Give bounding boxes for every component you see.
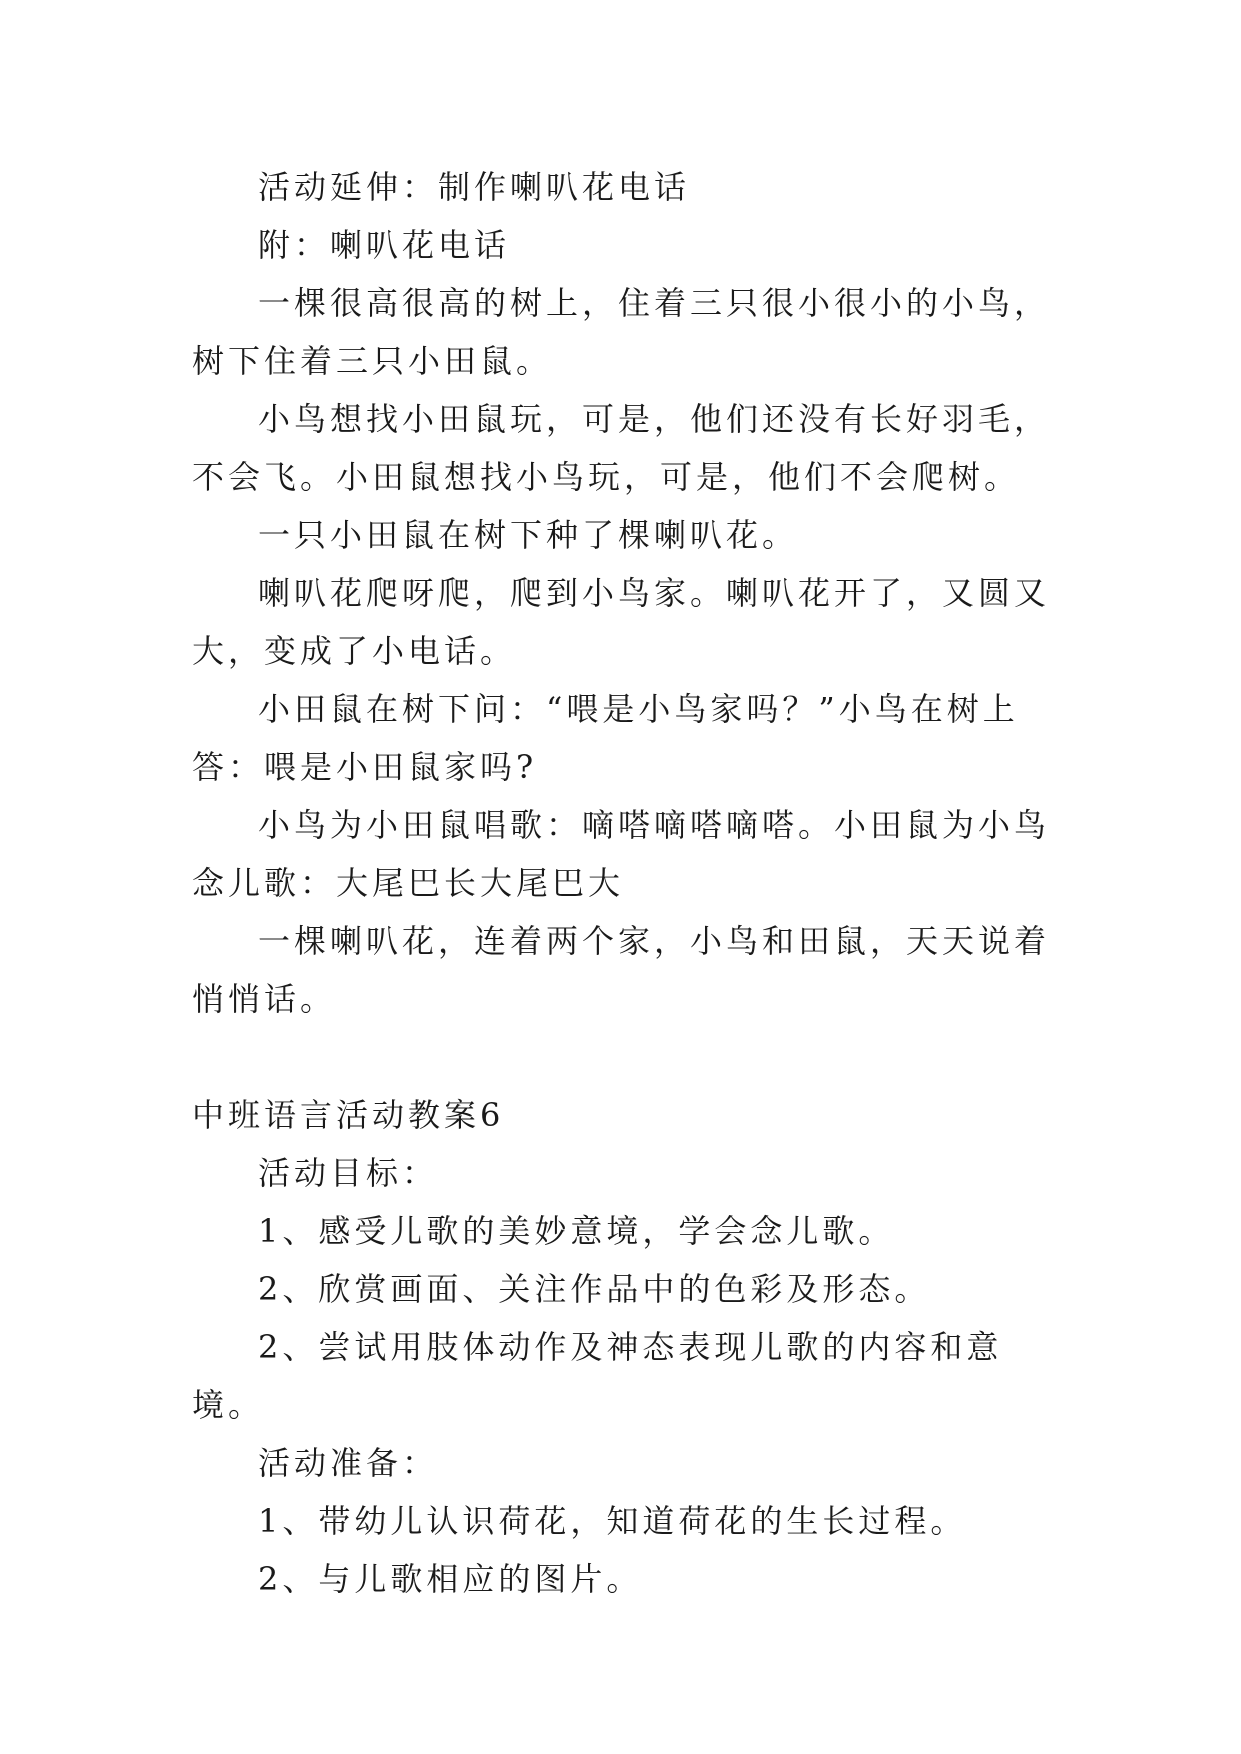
- paragraph-goal-2: 2、欣赏画面、关注作品中的色彩及形态。: [258, 1270, 931, 1308]
- paragraph-goal-1: 1、感受儿歌的美妙意境，学会念儿歌。: [258, 1212, 895, 1250]
- paragraph-story-4: 喇叭花爬呀爬，爬到小鸟家。喇叭花开了，又圆又大，变成了小电话。: [192, 574, 1051, 670]
- paragraph-goal-3: 2、尝试用肢体动作及神态表现儿歌的内容和意境。: [192, 1328, 1003, 1424]
- paragraph-goals-heading: 活动目标：: [258, 1154, 439, 1192]
- paragraph-story-6: 小鸟为小田鼠唱歌：嘀嗒嘀嗒嘀嗒。小田鼠为小鸟念儿歌：大尾巴长大尾巴大: [192, 806, 1051, 902]
- paragraph-story-7: 一棵喇叭花，连着两个家，小鸟和田鼠，天天说着悄悄话。: [192, 922, 1051, 1018]
- paragraph-story-5: 小田鼠在树下问：“喂是小鸟家吗？”小鸟在树上答：喂是小田鼠家吗?: [192, 690, 1019, 786]
- paragraph-story-2: 小鸟想找小田鼠玩，可是，他们还没有长好羽毛，不会飞。小田鼠想找小鸟玩，可是，他们不会爬树。: [192, 400, 1051, 496]
- paragraph-prep-heading: 活动准备：: [258, 1444, 439, 1482]
- paragraph-prep-1: 1、带幼儿认识荷花，知道荷花的生长过程。: [258, 1502, 967, 1540]
- section-title: 中班语言活动教案6: [192, 1096, 505, 1134]
- paragraph-prep-2: 2、与儿歌相应的图片。: [258, 1560, 643, 1598]
- document-body: [192, 158, 1072, 1608]
- paragraph-story-3: 一只小田鼠在树下种了棵喇叭花。: [258, 516, 799, 554]
- paragraph-appendix-title: 附：喇叭花电话: [258, 226, 511, 264]
- paragraph-activity-extension: 活动延伸：制作喇叭花电话: [258, 168, 691, 206]
- paragraph-story-1: 一棵很高很高的树上，住着三只很小很小的小鸟，树下住着三只小田鼠。: [192, 284, 1051, 380]
